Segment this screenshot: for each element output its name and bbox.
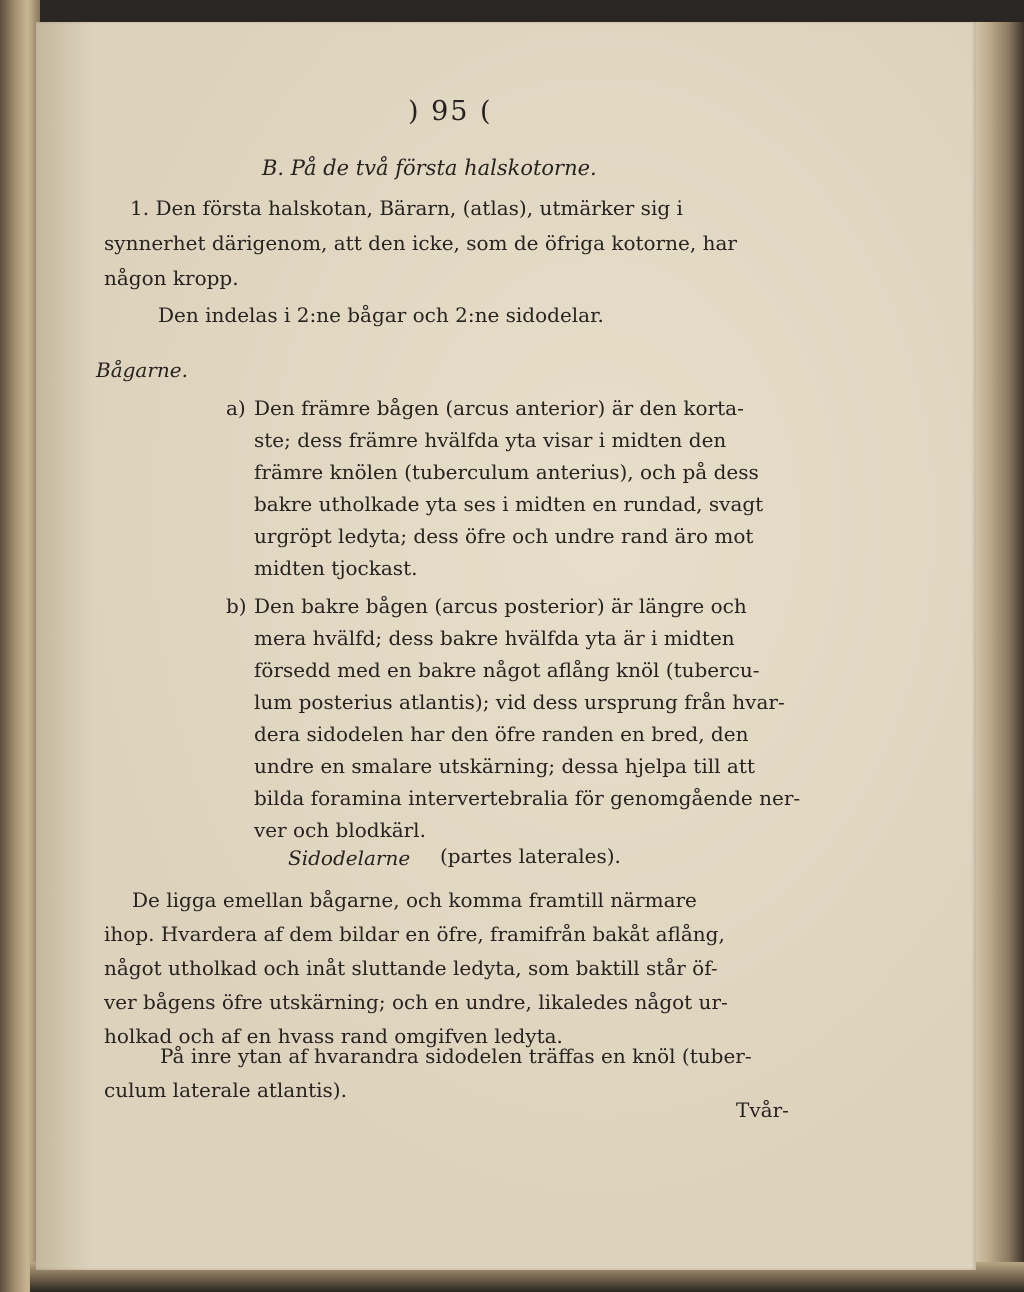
para4-line-2: culum laterale atlantis). <box>104 1078 347 1102</box>
item-a-marker: a) <box>226 396 246 420</box>
para3-line-5: holkad och af en hvass rand omgifven ledyta. <box>104 1024 563 1048</box>
para1-line-3: någon kropp. <box>104 266 239 290</box>
item-a-line-6: midten tjockast. <box>254 556 418 580</box>
catchword: Tvår- <box>736 1098 789 1122</box>
item-b-line-5: dera sidodelen har den öfre randen en bred, den <box>254 722 749 746</box>
page-number: ) 95 ( <box>408 96 493 127</box>
item-b-marker: b) <box>226 594 247 618</box>
item-b-line-1: Den bakre bågen (arcus posterior) är längre och <box>254 594 747 618</box>
para1-line-1: 1. Den första halskotan, Bärarn, (atlas), utmärker sig i <box>130 196 683 220</box>
para4-line-1: På inre ytan af hvarandra sidodelen träffas en knöl (tuber- <box>160 1044 752 1068</box>
para3-line-3: något utholkad och inåt sluttande ledyta, som baktill står öf- <box>104 956 718 980</box>
para1-line-2: synnerhet därigenom, att den icke, som de öfriga kotorne, har <box>104 231 737 255</box>
para3-line-1: De ligga emellan bågarne, och komma framtill närmare <box>132 888 697 912</box>
item-b-line-8: ver och blodkärl. <box>254 818 426 842</box>
subheading-sidodelarne: Sidodelarne <box>288 846 411 870</box>
para3-line-4: ver bågens öfre utskärning; och en undre, likaledes något ur- <box>104 990 728 1014</box>
para3-line-2: ihop. Hvardera af dem bildar en öfre, framifrån bakåt aflång, <box>104 922 725 946</box>
item-a-line-2: ste; dess främre hvälfda yta visar i midten den <box>254 428 727 452</box>
item-b-line-7: bilda foramina intervertebralia för genomgående ner- <box>254 786 801 810</box>
margin-heading: Bågarne. <box>96 358 188 382</box>
item-a-line-1: Den främre bågen (arcus anterior) är den korta- <box>254 396 744 420</box>
item-a-line-4: bakre utholkade yta ses i midten en rundad, svagt <box>254 492 764 516</box>
item-a-line-5: urgröpt ledyta; dess öfre och undre rand äro mot <box>254 524 754 548</box>
page-right-edge <box>972 22 1024 1270</box>
item-b-line-2: mera hvälfd; dess bakre hvälfda yta är i midten <box>254 626 735 650</box>
section-heading: B. På de två första halskotorne. <box>262 156 597 180</box>
para2: Den indelas i 2:ne bågar och 2:ne sidodelar. <box>158 303 604 327</box>
book-gutter-edge <box>0 0 40 1292</box>
item-b-line-4: lum posterius atlantis); vid dess ursprung från hvar- <box>254 690 785 714</box>
subheading-partes-laterales: (partes laterales). <box>440 844 621 868</box>
item-b-line-6: undre en smalare utskärning; dessa hjelpa till att <box>254 754 755 778</box>
item-a-line-3: främre knölen (tuberculum anterius), och på dess <box>254 460 759 484</box>
item-b-line-3: försedd med en bakre något aflång knöl (tubercu- <box>254 658 760 682</box>
